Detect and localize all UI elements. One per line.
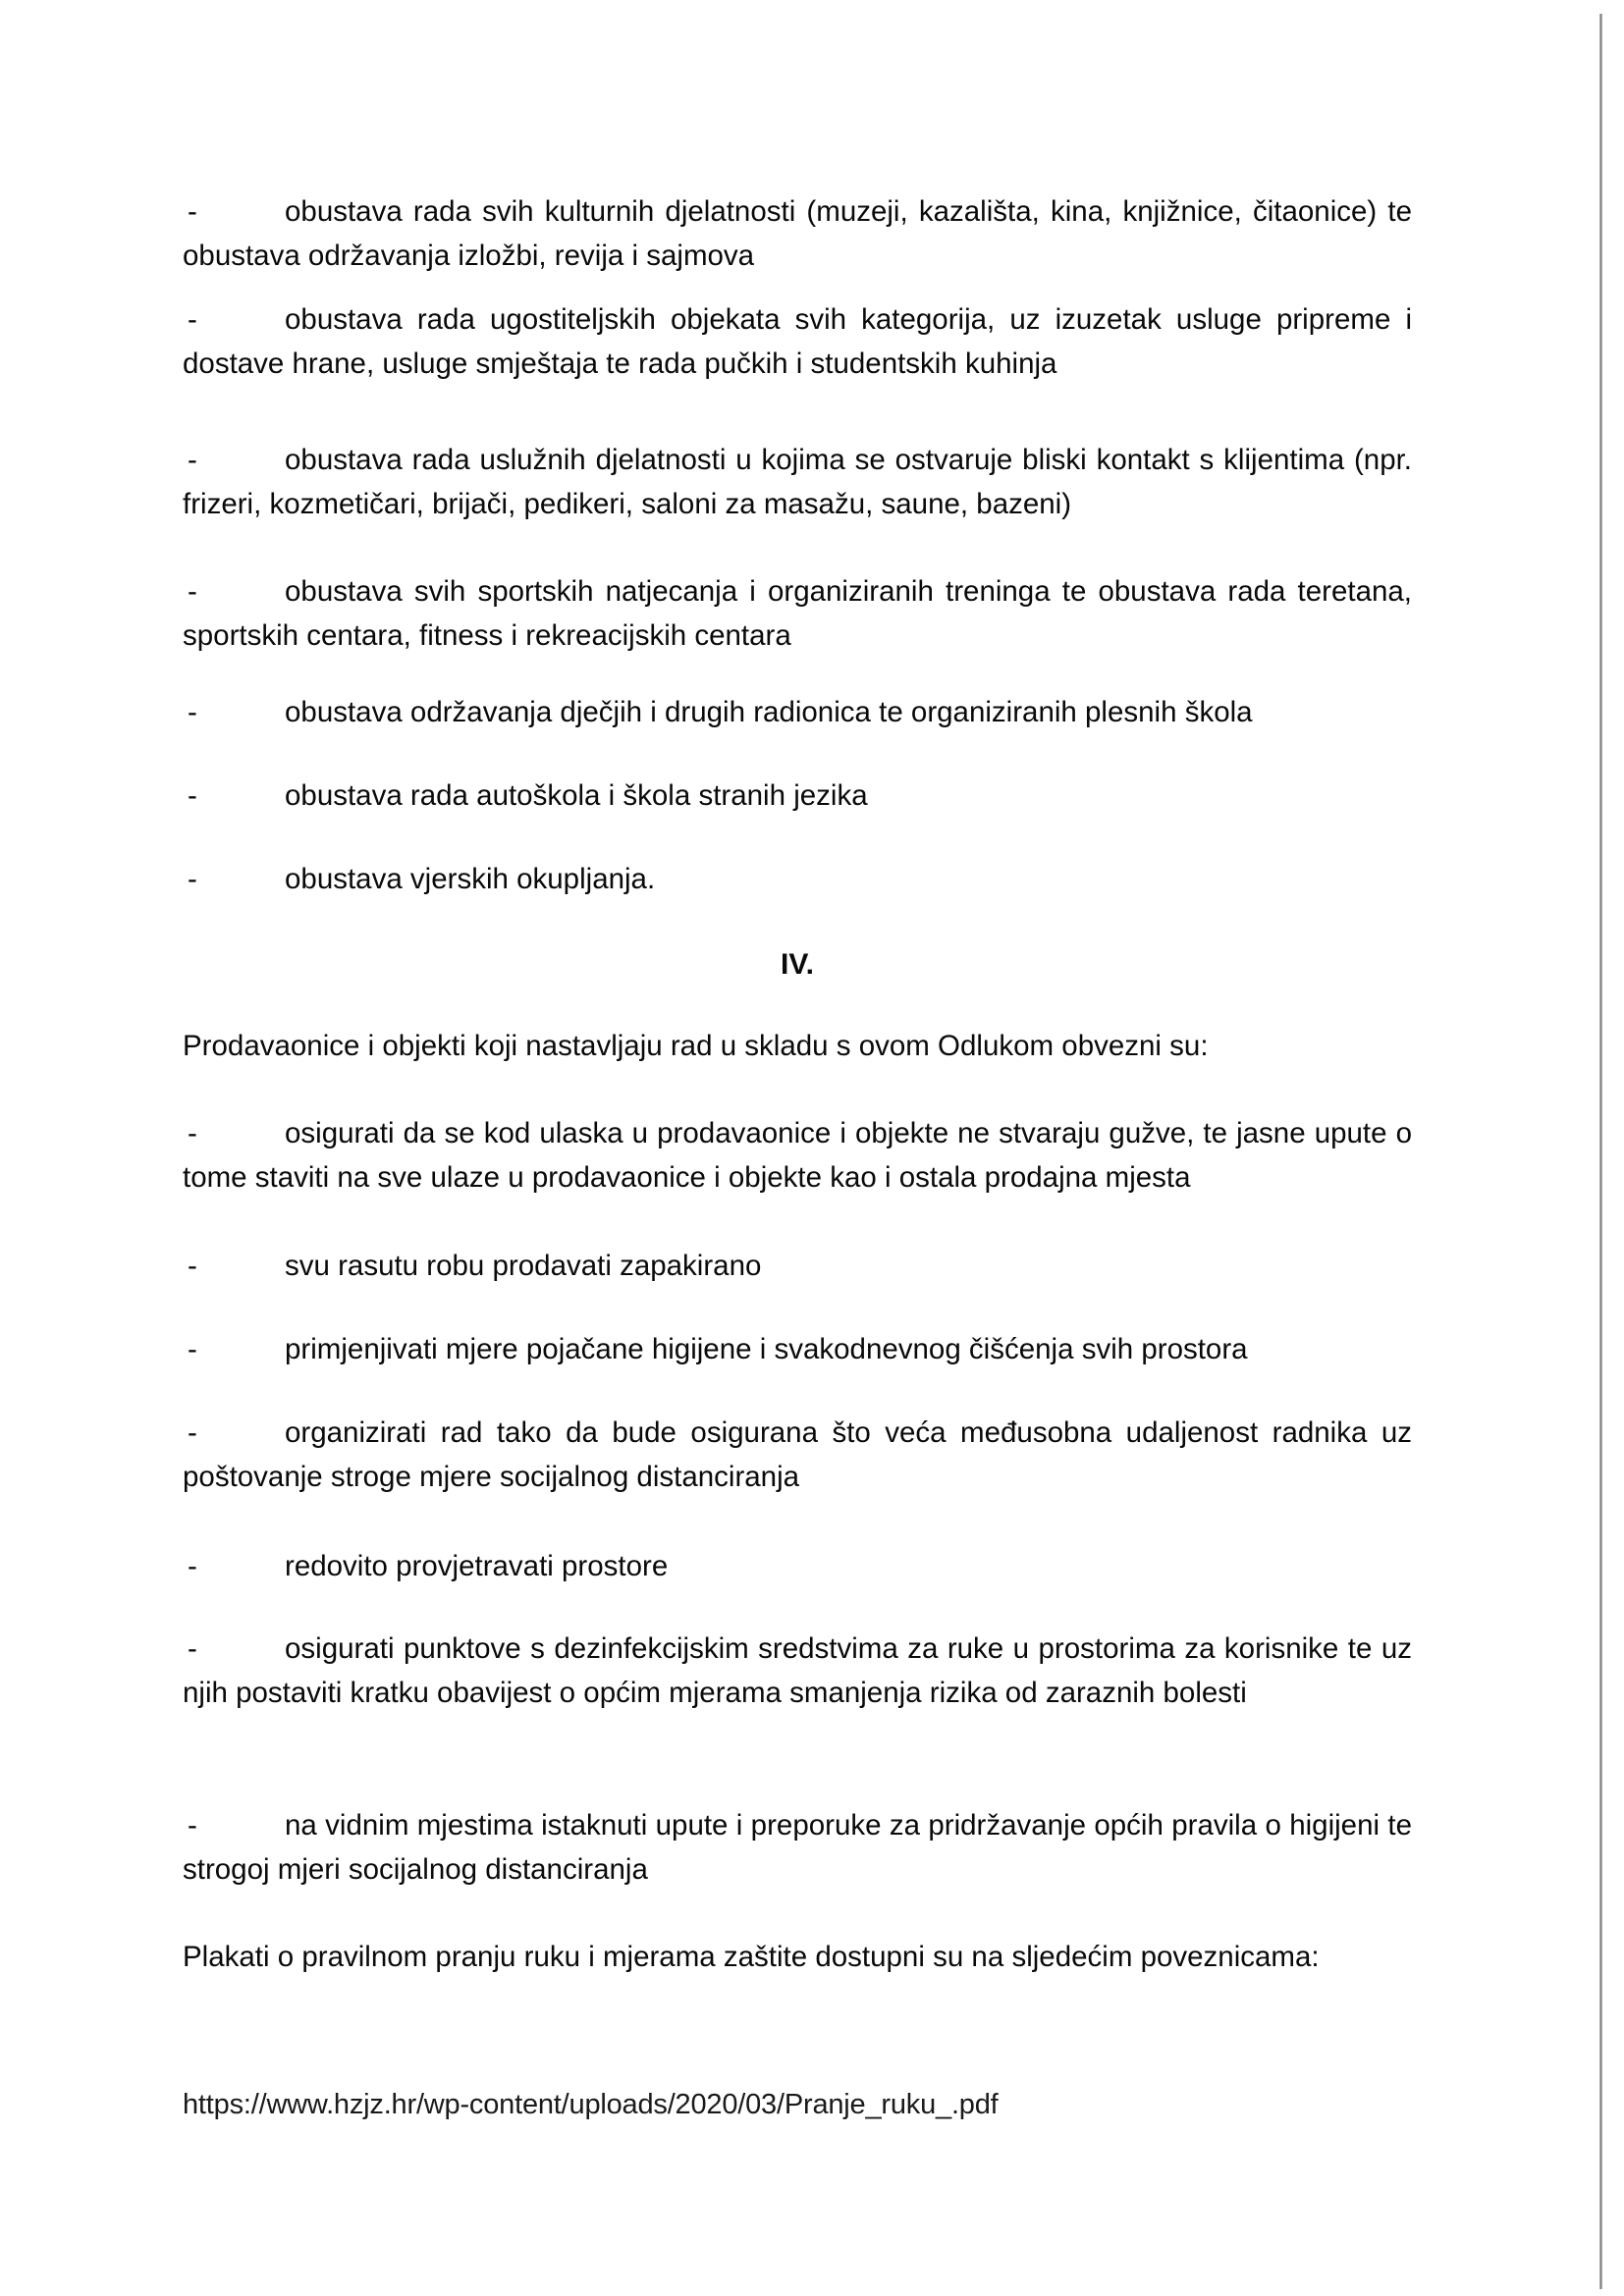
list-marker: - — [188, 1809, 197, 1842]
list-marker: - — [188, 575, 197, 608]
list-item-text: organizirati rad tako da bude osigurana što veća međusobna udaljenost radnika uz poštovanje stroge mjere socijalnog distanciranja — [183, 1416, 1412, 1493]
list-item — [183, 690, 1412, 734]
link-url[interactable]: https://www.hzjz.hr/wp-content/uploads/2020/03/Pranje_ruku_.pdf — [183, 2089, 999, 2120]
list-item — [183, 1327, 1412, 1371]
list-item — [183, 189, 1412, 278]
list-marker: - — [188, 1250, 197, 1282]
list-marker: - — [188, 195, 197, 228]
list-item-text: obustava rada uslužnih djelatnosti u kojima se ostvaruje bliski kontakt s klijentima (npr. frizeri, kozmetičari, brijači, pedikeri, saloni za masažu, saune, bazeni) — [183, 444, 1412, 520]
list-marker: - — [188, 444, 197, 476]
list-item-text: osigurati da se kod ulaska u prodavaonice i objekte ne stvaraju gužve, te jasne upute o tome staviti na sve ulaze u prodavaonice i objekte kao i ostala prodajna mjesta — [183, 1117, 1412, 1194]
list-marker: - — [188, 303, 197, 336]
list-marker: - — [188, 1333, 197, 1365]
list-item — [183, 438, 1412, 526]
list-item — [183, 1544, 1412, 1588]
list-item — [183, 1244, 1412, 1288]
list-item — [183, 297, 1412, 386]
list-marker: - — [188, 1117, 197, 1149]
closing-paragraph: Plakati o pravilnom pranju ruku i mjerama zaštite dostupni su na sljedećim poveznicama: — [183, 1941, 1320, 1973]
list-item-text: svu rasutu robu prodavati zapakirano — [285, 1250, 762, 1282]
list-item — [183, 1627, 1412, 1715]
list-item-text: primjenjivati mjere pojačane higijene i svakodnevnog čišćenja svih prostora — [285, 1333, 1248, 1365]
list-marker: - — [188, 696, 197, 728]
list-item-text: obustava rada svih kulturnih djelatnosti (muzeji, kazališta, kina, knjižnice, čitaonice) te obustava održavanja izložbi, revija i sajmova — [183, 195, 1412, 272]
list-item — [183, 857, 1412, 901]
list-item — [183, 774, 1412, 818]
list-item-text: obustava vjerskih okupljanja. — [285, 863, 656, 895]
list-item-text: obustava rada ugostiteljskih objekata svih kategorija, uz izuzetak usluge pripreme i dostave hrane, usluge smještaja te rada pučkih i studentskih kuhinja — [183, 303, 1412, 380]
list-marker: - — [188, 1632, 197, 1665]
scanned-page-edge — [1599, 14, 1602, 2289]
list-item — [183, 569, 1412, 658]
list-item — [183, 1111, 1412, 1200]
list-item-text: redovito provjetravati prostore — [285, 1550, 669, 1582]
list-marker: - — [188, 1550, 197, 1582]
list-item — [183, 1411, 1412, 1499]
list-item — [183, 1803, 1412, 1892]
section-intro: Prodavaonice i objekti koji nastavljaju rad u skladu s ovom Odlukom obvezni su: — [183, 1030, 1209, 1062]
list-item-text: obustava rada autoškola i škola stranih jezika — [285, 779, 868, 812]
list-marker: - — [188, 863, 197, 895]
list-marker: - — [188, 1416, 197, 1449]
section-heading: IV. — [781, 948, 814, 981]
list-marker: - — [188, 779, 197, 812]
list-item-text: na vidnim mjestima istaknuti upute i preporuke za pridržavanje općih pravila o higijeni te strogoj mjeri socijalnog distanciranja — [183, 1809, 1412, 1886]
list-item-text: osigurati punktove s dezinfekcijskim sredstvima za ruke u prostorima za korisnike te uz njih postaviti kratku obavijest o općim mjerama smanjenja rizika od zaraznih bolesti — [183, 1632, 1412, 1709]
list-item-text: obustava svih sportskih natjecanja i organiziranih treninga te obustava rada teretana, sportskih centara, fitness i rekreacijskih centara — [183, 575, 1412, 652]
list-item-text: obustava održavanja dječjih i drugih radionica te organiziranih plesnih škola — [285, 696, 1253, 728]
